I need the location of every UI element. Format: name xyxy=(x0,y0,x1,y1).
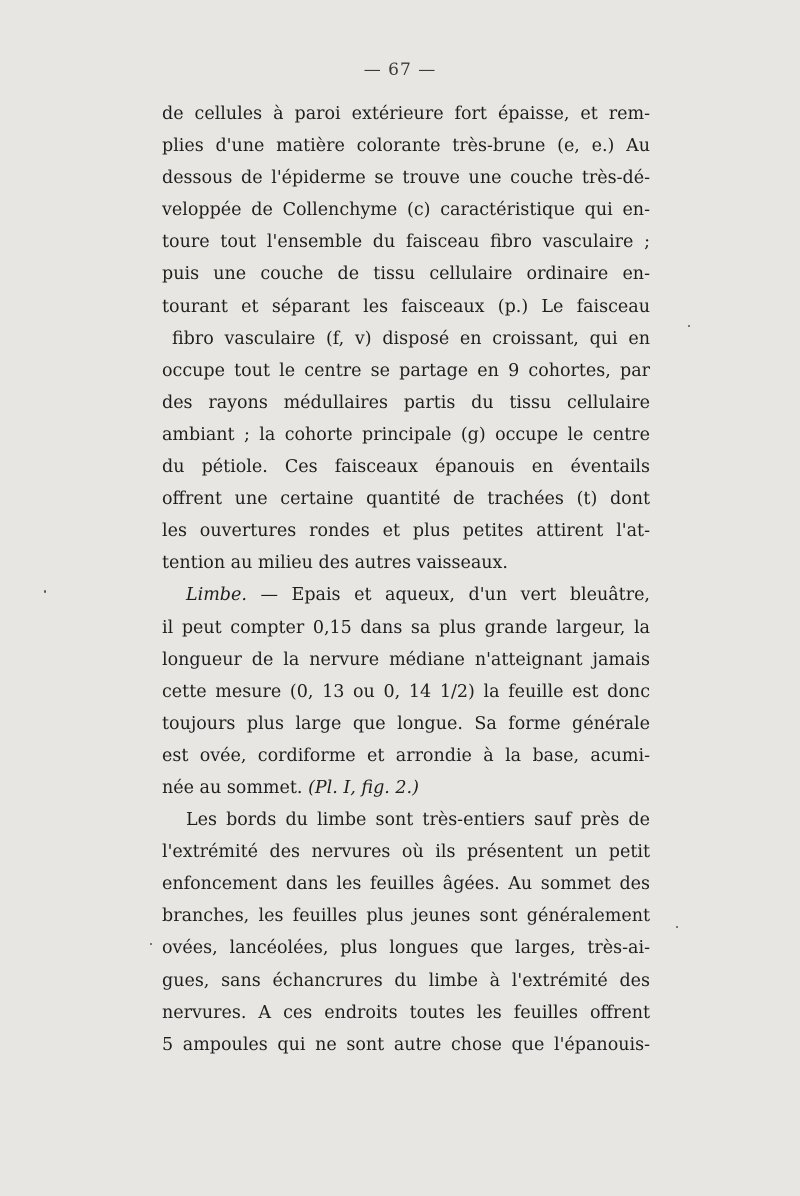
text-line: occupe tout le centre se partage en 9 cohortes, par xyxy=(162,360,650,381)
page-number: — 67 — xyxy=(363,60,437,80)
text-line: fibro vasculaire (f, v) disposé en croissant, qui en xyxy=(172,328,650,349)
text-line: les ouvertures rondes et plus petites attirent l'at- xyxy=(162,521,650,542)
figure-reference: (Pl. I, fig. 2.) xyxy=(308,777,419,798)
text-line-limbe xyxy=(162,579,650,611)
text-line: ovées, lancéolées, plus longues que larges, très-ai- xyxy=(162,938,650,959)
text-line: tourant et séparant les faisceaux (p.) Le faisceau xyxy=(162,296,650,317)
text-line: veloppée de Collenchyme (c) caractéristique qui en- xyxy=(162,200,650,221)
text-line: toujours plus large que longue. Sa forme générale xyxy=(162,713,650,734)
text-line: l'extrémité des nervures où ils présentent un petit xyxy=(162,842,650,863)
paper-speck xyxy=(688,325,690,327)
text-line: Les bords du limbe sont très-entiers sauf près de xyxy=(186,810,650,831)
text-line: il peut compter 0,15 dans sa plus grande largeur, la xyxy=(162,617,650,638)
body-text xyxy=(162,98,650,1061)
paper-speck xyxy=(676,926,678,928)
text-line: tention au milieu des autres vaisseaux. xyxy=(162,553,508,574)
text-line: des rayons médullaires partis du tissu cellulaire xyxy=(162,392,650,413)
text-line: gues, sans échancrures du limbe à l'extrémité des xyxy=(162,970,650,991)
text-line: offrent une certaine quantité de trachées (t) dont xyxy=(162,489,650,510)
text-line: enfoncement dans les feuilles âgées. Au sommet des xyxy=(162,874,650,895)
text-line: ambiant ; la cohorte principale (g) occupe le centre xyxy=(162,424,650,445)
text-line: cette mesure (0, 13 ou 0, 14 1/2) la feuille est donc xyxy=(162,681,650,702)
text-line-figure xyxy=(162,772,650,804)
text-line: branches, les feuilles plus jeunes sont généralement xyxy=(162,906,650,927)
text-line: puis une couche de tissu cellulaire ordinaire en- xyxy=(162,264,650,285)
text-line: nervures. A ces endroits toutes les feuilles offrent xyxy=(162,1002,650,1023)
text-line: née au sommet. xyxy=(162,777,303,798)
text-line: plies d'une matière colorante très-brune (e, e.) Au xyxy=(162,136,650,157)
text-line: longueur de la nervure médiane n'atteignant jamais xyxy=(162,649,650,670)
limbe-label: Limbe. xyxy=(186,585,247,606)
limbe-text: — Epais et aqueux, d'un vert bleuâtre, xyxy=(260,585,650,606)
paper-speck xyxy=(150,943,152,945)
paper-speck xyxy=(44,590,46,593)
text-line: du pétiole. Ces faisceaux épanouis en éventails xyxy=(162,457,650,478)
text-line: de cellules à paroi extérieure fort épaisse, et rem- xyxy=(162,104,650,124)
text-line: 5 ampoules qui ne sont autre chose que l'épanouis- xyxy=(162,1034,650,1055)
text-line: est ovée, cordiforme et arrondie à la base, acumi- xyxy=(162,745,650,766)
text-line: toure tout l'ensemble du faisceau fibro vasculaire ; xyxy=(162,232,650,253)
text-line: dessous de l'épiderme se trouve une couche très-dé- xyxy=(162,168,650,189)
